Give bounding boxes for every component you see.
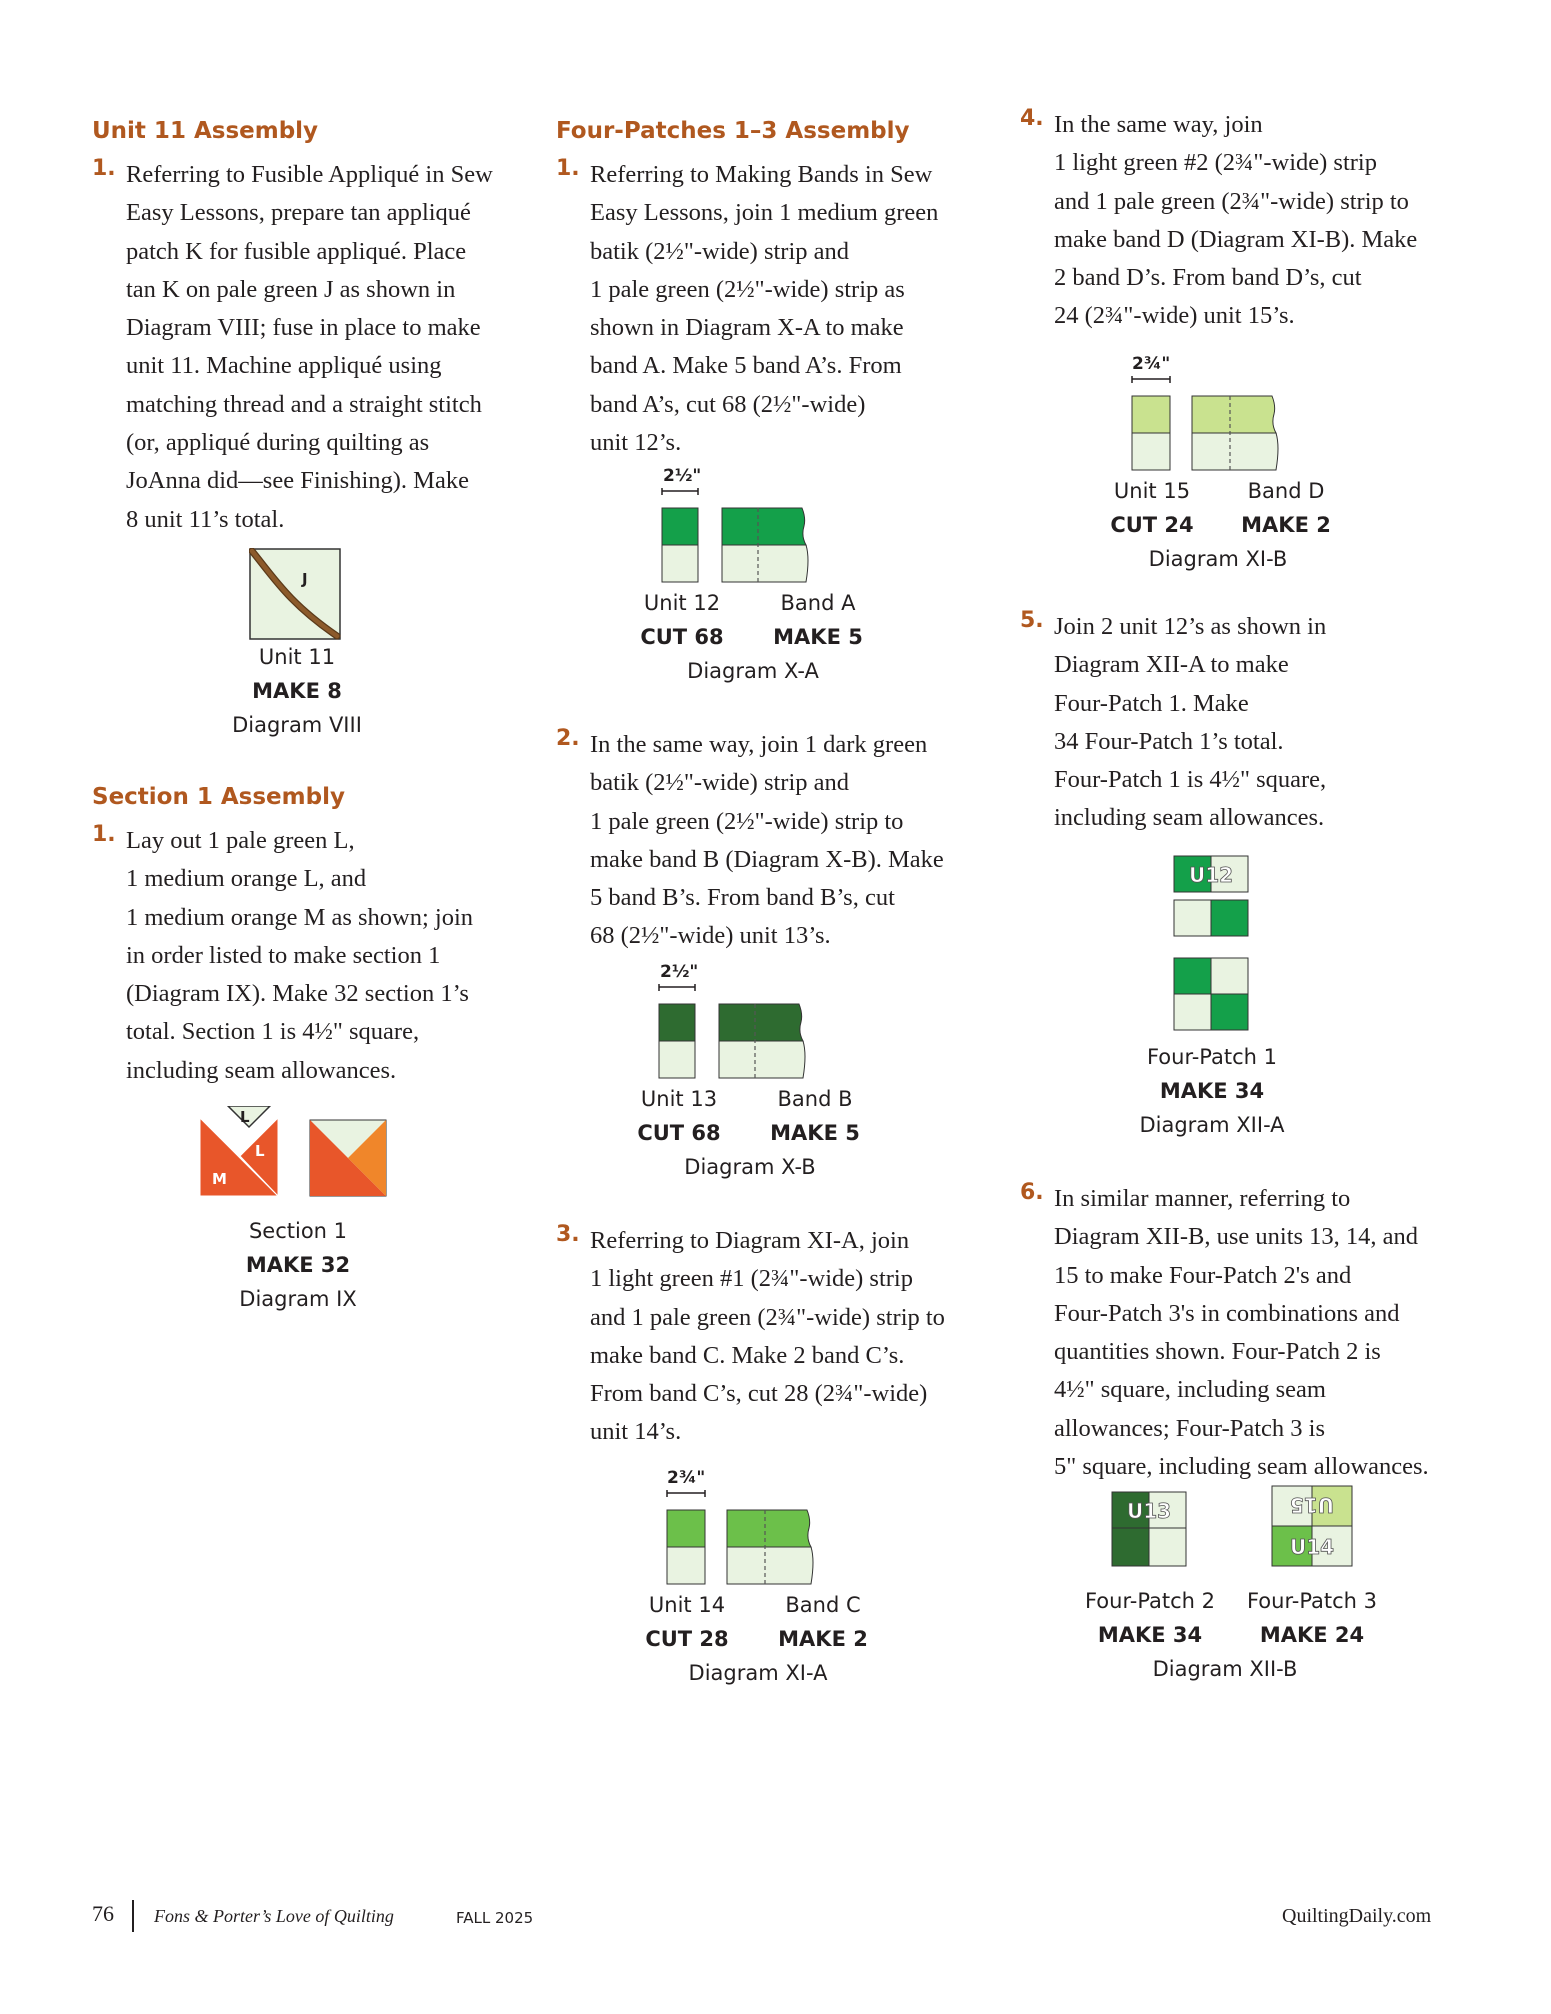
step-number: 1. — [556, 156, 580, 181]
caption-line: Four-Patch 3 — [1246, 1589, 1378, 1613]
diagram-xi-a-shapes — [665, 1490, 815, 1588]
page-number: 76 — [92, 1901, 114, 1926]
caption-make: MAKE 2 — [778, 1627, 868, 1651]
caption-make: MAKE 34 — [1159, 1079, 1265, 1103]
caption-diagram-x-a — [687, 654, 885, 688]
caption-make: MAKE 2 — [1241, 513, 1331, 537]
unit-label-flipped — [1189, 1033, 1233, 1034]
caption-line: Unit 13 — [640, 1087, 718, 1111]
caption-line: Unit 11 — [258, 645, 336, 669]
band-c-top — [727, 1510, 811, 1547]
diagram-x-b-shapes — [657, 984, 807, 1082]
four-patches-heading: Four-Patches 1–3 Assembly — [556, 118, 910, 144]
unit-12-bottom — [662, 545, 698, 582]
caption-band-d — [1241, 474, 1376, 542]
step-number: 1. — [92, 156, 116, 181]
unit-15-top — [1132, 396, 1170, 433]
caption-unit-13 — [637, 1082, 762, 1150]
unit-label: U13 — [1126, 1499, 1172, 1523]
caption-line: Band A — [780, 591, 856, 615]
caption-diagram-x-b — [684, 1150, 881, 1184]
step-text: Referring to Making Bands in Sew Easy Lessons, join 1 medium green batik (2½"-wide) strip and 1 pale green (2½"-wide) strip as shown in Diagram X-A to make band A. Make 5 band A’s. From band A’s, cut 68 (2½"-wide) unit 12’s. — [590, 161, 939, 457]
band-a-bottom — [722, 545, 808, 582]
caption-line: Unit 14 — [648, 1593, 726, 1617]
caption-diagram: Diagram IX — [239, 1287, 357, 1311]
caption-make: MAKE 8 — [252, 679, 342, 703]
step-text: Join 2 unit 12’s as shown in Diagram XII-A to make Four-Patch 1. Make 34 Four-Patch 1’s total. Four-Patch 1 is 4½" square, including seam allowances. — [1054, 613, 1327, 832]
unit-11-diagram — [249, 548, 345, 644]
caption-make: MAKE 32 — [245, 1253, 351, 1277]
caption-diagram: Diagram X-A — [687, 659, 819, 683]
caption-make: MAKE 5 — [773, 625, 863, 649]
caption-line: Section 1 — [248, 1219, 348, 1243]
caption-section-1 — [239, 1214, 415, 1316]
band-b-top — [719, 1004, 803, 1041]
caption-four-patch-1 — [1139, 1040, 1357, 1142]
caption-make: CUT 24 — [1110, 513, 1194, 537]
band-d-top — [1192, 396, 1276, 433]
caption-unit-12 — [640, 586, 765, 654]
unit-12-upright — [1174, 856, 1248, 892]
step-text: Referring to Diagram XI-A, join 1 light green #1 (2¾"-wide) strip and 1 pale green (2¾"-wide) strip to make band C. Make 2 band C’s. From band C’s, cut 28 (2¾"-wide) unit 14’s. — [590, 1227, 945, 1446]
publication-name: Fons & Porter’s Love of Quilting — [154, 1906, 394, 1926]
unit-12-top — [662, 508, 698, 545]
caption-line: Four-Patch 1 — [1146, 1045, 1278, 1069]
caption-line: Band C — [785, 1593, 861, 1617]
caption-line: Band B — [777, 1087, 853, 1111]
unit-label: U12 — [1188, 863, 1234, 887]
caption-diagram-xi-a — [688, 1656, 897, 1690]
caption-diagram: Diagram XI-A — [688, 1661, 828, 1685]
label-l: L — [255, 1142, 265, 1160]
caption-diagram: Diagram XII-A — [1139, 1113, 1285, 1137]
band-a-top — [722, 508, 806, 545]
section-1-diagram — [200, 1106, 400, 1198]
caption-make: MAKE 34 — [1097, 1623, 1203, 1647]
footer-divider — [132, 1900, 134, 1932]
caption-line: Band D — [1247, 479, 1325, 503]
unit-label: U14 — [1289, 1535, 1335, 1559]
step-number: 4. — [1020, 106, 1044, 131]
unit-11-heading: Unit 11 Assembly — [92, 118, 319, 144]
step-number: 1. — [92, 822, 116, 847]
caption-diagram: Diagram XI-B — [1148, 547, 1288, 571]
band-d-bottom — [1192, 433, 1278, 470]
label-m: M — [212, 1170, 227, 1188]
step-text: In the same way, join 1 dark green batik (2½"-wide) strip and 1 pale green (2½"-wide) strip to make band B (Diagram X-B). Make 5 band B’s. From band B’s, cut 68 (2½"-wide) unit 13’s. — [590, 731, 944, 950]
caption-make: MAKE 5 — [770, 1121, 860, 1145]
step-number: 2. — [556, 726, 580, 751]
dimension-label: 2¾" — [1132, 354, 1171, 374]
label-l: L — [240, 1108, 250, 1126]
band-b-bottom — [719, 1041, 805, 1078]
label-j: J — [302, 570, 308, 588]
dimension-label: 2½" — [660, 962, 699, 982]
diagram-x-a-shapes — [660, 488, 810, 586]
caption-make: CUT 68 — [640, 625, 724, 649]
step-number: 6. — [1020, 1180, 1044, 1205]
caption-line: Four-Patch 2 — [1084, 1589, 1216, 1613]
caption-unit-11 — [232, 640, 427, 742]
step-number: 5. — [1020, 608, 1044, 633]
diagram-xi-b-shapes — [1130, 376, 1280, 474]
four-patch-1 — [1174, 958, 1248, 1030]
step-number: 3. — [556, 1222, 580, 1247]
caption-line: Unit 12 — [643, 591, 721, 615]
unit-label-flipped: U15 — [1289, 1493, 1335, 1517]
unit-14-bottom — [667, 1547, 705, 1584]
caption-diagram-xi-b — [1148, 542, 1357, 576]
caption-make: CUT 28 — [645, 1627, 729, 1651]
step-text: Referring to Fusible Appliqué in Sew Easy Lessons, prepare tan appliqué patch K for fusible appliqué. Place tan K on pale green J as shown in Diagram VIII; fuse in place to make unit 11. Machine appliqué using matching thread and a straight stitch (or, appliqué during quilting as JoAnna did—see Finishing). Make 8 unit 11’s total. — [126, 161, 493, 533]
unit-15-bottom — [1132, 433, 1170, 470]
caption-make: MAKE 24 — [1259, 1623, 1365, 1647]
caption-line: Unit 15 — [1113, 479, 1191, 503]
four-patch-2-shape — [1110, 1490, 1190, 1570]
unit-13-bottom — [659, 1041, 695, 1078]
section-1-exploded — [200, 1106, 278, 1196]
website: QuiltingDaily.com — [1282, 1905, 1432, 1927]
caption-unit-14 — [645, 1588, 770, 1656]
unit-13-top — [659, 1004, 695, 1041]
step-text: Lay out 1 pale green L, 1 medium orange L, and 1 medium orange M as shown; join in order listed to make section 1 (Diagram IX). Make 32 section 1’s total. Section 1 is 4½" square, including seam allowances. — [126, 827, 474, 1084]
caption-diagram: Diagram VIII — [232, 713, 362, 737]
four-patch-3-shape — [1270, 1484, 1354, 1570]
caption-make: CUT 68 — [637, 1121, 721, 1145]
caption-band-c — [778, 1588, 913, 1656]
caption-four-patch-3 — [1246, 1584, 1442, 1652]
section-1-heading: Section 1 Assembly — [92, 784, 345, 810]
diagram-xii-a-shapes — [1172, 854, 1252, 1034]
dimension-label: 2¾" — [667, 1468, 706, 1488]
caption-unit-15 — [1110, 474, 1235, 542]
step-text: In similar manner, referring to Diagram XII-B, use units 13, 14, and 15 to make Four-Patch 2's and Four-Patch 3's in combinations and quantities shown. Four-Patch 2 is 4½" square, including seam allowances; Four-Patch 3 is 5" square, including seam allowances. — [1054, 1185, 1429, 1481]
issue-label: FALL 2025 — [456, 1909, 534, 1927]
dimension-label: 2½" — [663, 466, 702, 486]
caption-diagram: Diagram XII-B — [1152, 1657, 1298, 1681]
caption-diagram: Diagram X-B — [684, 1155, 816, 1179]
caption-band-b — [770, 1082, 905, 1150]
section-1-assembled — [310, 1120, 386, 1196]
unit-14-top — [667, 1510, 705, 1547]
caption-diagram-xii-b — [1152, 1652, 1370, 1686]
band-c-bottom — [727, 1547, 813, 1584]
caption-band-a — [773, 586, 908, 654]
step-text: In the same way, join 1 light green #2 (2¾"-wide) strip and 1 pale green (2¾"-wide) strip to make band D (Diagram XI-B). Make 2 band D’s. From band D’s, cut 24 (2¾"-wide) unit 15’s. — [1054, 111, 1418, 330]
